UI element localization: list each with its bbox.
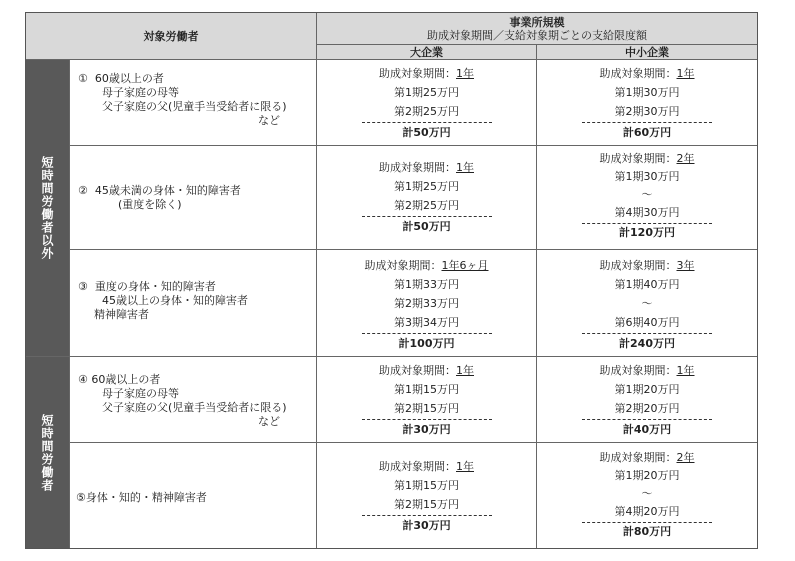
row-4-category [69, 356, 316, 442]
row-5-large [316, 442, 536, 548]
header-sme-label: 中小企業 [625, 46, 669, 59]
period-ellipsis: ～ [641, 188, 653, 201]
period-amount: 第1期40万円 [614, 278, 680, 291]
period-amount: 第1期30万円 [614, 170, 680, 183]
row-1-number: ① [78, 72, 88, 85]
period-value: 1年 [456, 161, 474, 174]
total-amount: 計30万円 [402, 423, 451, 436]
period-ellipsis: ～ [641, 487, 653, 500]
period-line [317, 457, 536, 476]
row-5-text: 身体・知的・精神障害者 [85, 491, 207, 504]
header-large-label: 大企業 [410, 46, 443, 59]
row-1-category [69, 59, 316, 145]
header-period-note: 助成対象期間／支給対象期ごとの支給限度額 [427, 28, 647, 42]
group-label-text: 短時間労働者以外 [40, 156, 54, 260]
row-1-sme [536, 59, 757, 145]
row-2-number: ② [78, 184, 88, 197]
row-5-category [69, 442, 316, 548]
row-4-text: 60歳以上の者 [91, 373, 161, 386]
row-2-category [69, 145, 316, 249]
period-label: 助成対象期間： [364, 259, 442, 272]
period-value: 1年 [456, 364, 474, 377]
period-amount: 第2期15万円 [394, 498, 459, 511]
row-1-large [316, 59, 536, 145]
period-line [537, 256, 757, 275]
period-amount: 第2期25万円 [394, 199, 459, 212]
period-amount: 第2期25万円 [394, 105, 459, 118]
row-3-line-2: 45歳以上の身体・知的障害者 [102, 294, 248, 307]
period-line [537, 150, 757, 168]
period-value: 1年 [456, 460, 474, 473]
period-label: 助成対象期間： [379, 364, 456, 377]
period-value: 1年 [676, 364, 695, 377]
period-value: 3年 [676, 259, 695, 272]
total-amount: 計240万円 [619, 337, 675, 350]
row-5-line-1 [76, 491, 310, 505]
period-value: 1年 [676, 67, 695, 80]
row-3-line-3: 精神障害者 [94, 308, 149, 321]
total-amount: 計100万円 [398, 337, 455, 350]
row-2-line-2: (重度を除く) [118, 198, 182, 211]
period-amount: 第1期15万円 [394, 479, 459, 492]
row-1-text: 60歳以上の者 [94, 72, 164, 85]
total-amount: 計50万円 [402, 126, 451, 139]
total-amount: 計80万円 [622, 525, 672, 538]
row-3-line-1 [78, 280, 308, 294]
period-amount: 第1期33万円 [394, 278, 459, 291]
row-1-line-3: 父子家庭の父(児童手当受給者に限る) [102, 100, 287, 113]
header-target-workers [26, 13, 316, 59]
group-label-non-short-time [26, 59, 69, 356]
period-line [537, 64, 757, 83]
total-amount: 計50万円 [402, 220, 451, 233]
row-5-sme [536, 442, 757, 548]
row-2-large [316, 145, 536, 249]
header-business-scale [316, 13, 757, 44]
row-1-line-4: など [258, 114, 280, 127]
row-1-line-2: 母子家庭の母等 [102, 86, 179, 99]
period-amount: 第1期20万円 [614, 383, 680, 396]
period-line [317, 158, 536, 177]
row-3-large [316, 249, 536, 356]
total-amount: 計40万円 [622, 423, 672, 436]
period-amount: 第2期20万円 [614, 402, 680, 415]
total-amount: 計60万円 [622, 126, 672, 139]
row-3-sme [536, 249, 757, 356]
period-amount: 第3期34万円 [394, 316, 459, 329]
period-amount: 第1期20万円 [614, 469, 680, 482]
row-3-number: ③ [78, 280, 88, 293]
row-3-category [69, 249, 316, 356]
period-label: 助成対象期間： [599, 451, 677, 464]
period-line [317, 361, 536, 380]
period-amount: 第1期15万円 [394, 383, 459, 396]
period-value: 2年 [676, 451, 695, 464]
period-label: 助成対象期間： [379, 67, 456, 80]
row-4-line-1 [78, 373, 308, 387]
period-value: 1年6ヶ月 [441, 259, 489, 272]
period-label: 助成対象期間： [599, 152, 677, 165]
period-amount: 第4期20万円 [614, 505, 680, 518]
subsidy-table [25, 12, 758, 549]
period-value: 1年 [456, 67, 474, 80]
period-amount: 第6期40万円 [614, 316, 680, 329]
row-2-text: 45歳未満の身体・知的障害者 [94, 184, 241, 197]
total-amount: 計30万円 [402, 519, 451, 532]
header-business-scale-label: 事業所規模 [509, 15, 565, 29]
total-amount: 計120万円 [619, 226, 675, 239]
period-amount: 第2期33万円 [394, 297, 459, 310]
period-ellipsis: ～ [641, 297, 653, 310]
period-label: 助成対象期間： [379, 161, 456, 174]
row-4-line-3: 父子家庭の父(児童手当受給者に限る) [102, 401, 287, 414]
group-label-short-time [26, 356, 69, 548]
row-2-sme [536, 145, 757, 249]
row-4-line-2: 母子家庭の母等 [102, 387, 179, 400]
row-4-sme [536, 356, 757, 442]
row-5-number: ⑤ [76, 491, 86, 504]
group-label-text: 短時間労働者 [40, 413, 54, 492]
period-line [317, 64, 536, 83]
row-4-line-4: など [258, 415, 280, 428]
period-line [537, 449, 757, 467]
row-4-number: ④ [78, 373, 88, 386]
period-amount: 第2期15万円 [394, 402, 459, 415]
header-large-company [316, 44, 536, 59]
row-4-large [316, 356, 536, 442]
period-value: 2年 [676, 152, 695, 165]
period-amount: 第2期30万円 [614, 105, 680, 118]
period-line [317, 256, 536, 275]
period-amount: 第4期30万円 [614, 206, 680, 219]
period-label: 助成対象期間： [379, 460, 456, 473]
period-line [537, 361, 757, 380]
row-3-text: 重度の身体・知的障害者 [94, 280, 216, 293]
header-sme [536, 44, 757, 59]
period-label: 助成対象期間： [599, 259, 677, 272]
period-label: 助成対象期間： [599, 67, 677, 80]
period-label: 助成対象期間： [599, 364, 677, 377]
period-amount: 第1期25万円 [394, 86, 459, 99]
header-target-workers-label: 対象労働者 [143, 30, 199, 43]
row-1-line-1 [78, 72, 308, 86]
row-2-line-1 [78, 184, 308, 198]
period-amount: 第1期30万円 [614, 86, 680, 99]
period-amount: 第1期25万円 [394, 180, 459, 193]
